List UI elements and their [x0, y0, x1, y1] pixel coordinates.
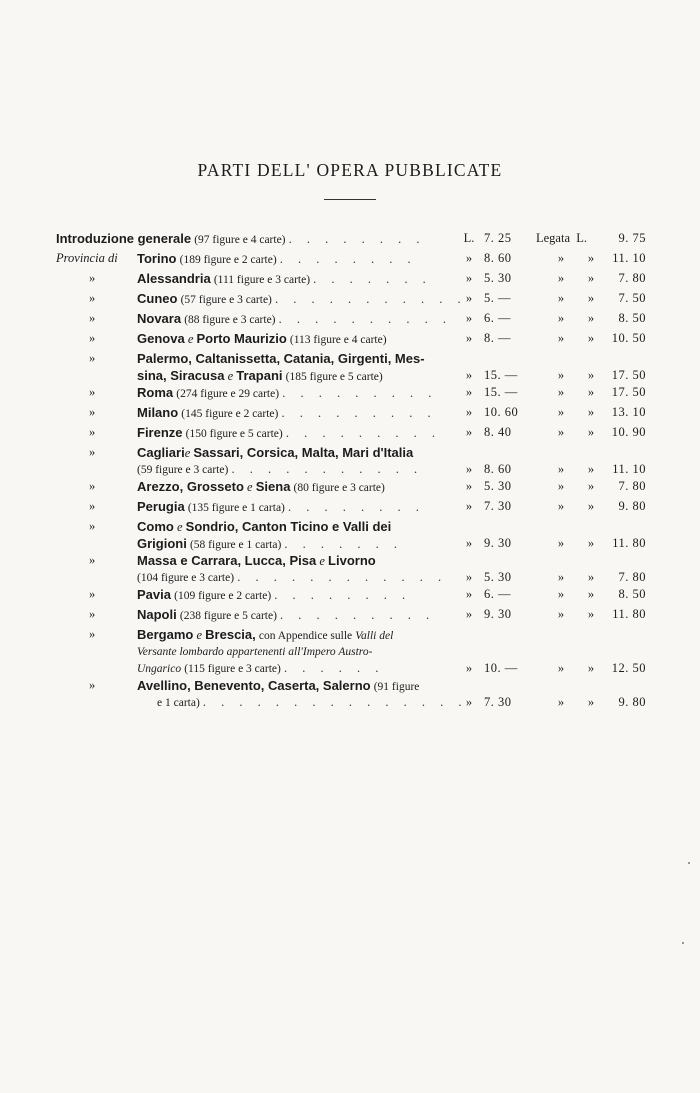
ditto-mark: » [557, 385, 565, 399]
entry-note: con Appendice sulle [258, 630, 353, 642]
entry-prefix: » [89, 587, 96, 601]
entry-desc: (113 figure e 4 carte) [289, 334, 387, 346]
legata-price: 7. 80 [618, 271, 646, 285]
ditto-mark: » [557, 368, 565, 382]
entry-desc: (111 figure e 3 carte) [213, 274, 311, 286]
entry-name: Genova [137, 331, 185, 346]
ditto-mark: » [587, 587, 595, 601]
list-item: Introduzione generale (97 figure e 4 carte) . . . . . . . . L. 7. 25 Legata L. 9. 75 [56, 231, 646, 246]
entry-name: Napoli [137, 607, 177, 622]
entry-prefix: » [89, 607, 96, 621]
price: 7. 25 [484, 231, 512, 245]
legata-price: 7. 80 [618, 570, 646, 584]
entry-prefix: » [89, 291, 96, 305]
conjunction: e [196, 628, 203, 642]
price: 8. 40 [484, 425, 512, 439]
ditto-mark: » [587, 368, 595, 382]
list-item: » Napoli (238 figure e 5 carte) . . . . . . . . . » 9. 30 » » 11. 80 [89, 607, 646, 622]
entry-name: Roma [137, 385, 174, 400]
ditto-mark: » [465, 661, 473, 675]
entry-desc: (97 figure e 4 carte) [194, 234, 286, 246]
ditto-mark: » [465, 251, 473, 265]
entry-desc: (150 figure e 5 carte) [185, 428, 283, 440]
conjunction: e [227, 369, 234, 383]
entry-name: Cuneo [137, 291, 178, 306]
entry-prefix: » [89, 627, 96, 641]
ditto-mark: » [557, 570, 565, 584]
ditto-mark: » [557, 331, 565, 345]
list-item: » Avellino, Benevento, Caserta, Salerno (91 figure e 1 carta) . . . . . . . . . . . . . . . » 7. 30 » » 9. 80 [89, 678, 646, 709]
entry-prefix: » [89, 271, 96, 285]
entry-name: Perugia [137, 499, 185, 514]
entry-prefix: » [89, 445, 96, 459]
price: 9. 30 [484, 536, 512, 550]
entry-name: Torino [137, 251, 177, 266]
ditto-mark: » [587, 661, 595, 675]
publication-list [0, 229, 700, 710]
ditto-mark: » [557, 311, 565, 325]
legata-price: 13. 10 [611, 405, 646, 419]
ditto-mark: » [465, 405, 473, 419]
entry-prefix: » [89, 351, 96, 365]
entry-desc: (80 figure e 3 carte) [293, 482, 385, 494]
legata-price: 9. 80 [618, 499, 646, 513]
entry-name: Firenze [137, 425, 183, 440]
entry-name: Livorno [328, 553, 376, 568]
entry-prefix: » [89, 479, 96, 493]
ditto-mark: » [587, 570, 595, 584]
ditto-mark: » [465, 695, 473, 709]
entry-desc: (135 figure e 1 carta) [187, 502, 285, 514]
list-item: » Cagliarie Sassari, Corsica, Malta, Mari d'Italia (59 figure e 3 carte) . . . . . . . . . . . » 8. 60 » » 11. 10 [89, 445, 646, 476]
entry-name: Arezzo, Grosseto [137, 479, 244, 494]
ditto-mark: » [465, 425, 473, 439]
entry-prefix: Provincia di [56, 251, 118, 265]
list-item: » Cuneo (57 figure e 3 carte) . . . . . . . . . . . » 5. — » » 7. 50 [89, 291, 646, 306]
legata-price: 11. 80 [612, 536, 646, 550]
entry-name: Siena [255, 479, 291, 494]
ditto-mark: » [557, 499, 565, 513]
entry-desc: e 1 carta) [157, 697, 200, 709]
entry-note: Ungarico [137, 663, 182, 675]
ditto-mark: » [557, 536, 565, 550]
price: 10. — [484, 661, 518, 675]
price: 5. 30 [484, 271, 512, 285]
entry-desc: (59 figure e 3 carte) [137, 464, 229, 476]
price: 10. 60 [484, 405, 519, 419]
ditto-mark: » [587, 251, 595, 265]
entry-name: Como [137, 519, 174, 534]
entry-name: Massa e Carrara, Lucca, Pisa [137, 553, 317, 568]
entry-desc: (91 figure [373, 681, 420, 693]
ditto-mark: » [465, 570, 473, 584]
ditto-mark: » [587, 536, 595, 550]
entry-desc: (189 figure e 2 carte) [179, 254, 277, 266]
price: 9. 30 [484, 607, 512, 621]
legata-price: 17. 50 [611, 385, 646, 399]
ditto-mark: » [557, 661, 565, 675]
legata-label: Legata L. [536, 231, 588, 245]
entry-prefix: » [89, 311, 96, 325]
price: 7. 30 [484, 499, 512, 513]
ditto-mark: » [465, 462, 473, 476]
list-item: » Como e Sondrio, Canton Ticino e Valli dei Grigioni (58 figure e 1 carta) . . . . . . . » 9. 30 » » 11. 80 [89, 519, 646, 551]
entry-desc: (145 figure e 2 carte) [181, 408, 279, 420]
legata-price: 11. 80 [612, 607, 646, 621]
entry-name: Introduzione generale [56, 231, 192, 246]
ditto-mark: » [465, 479, 473, 493]
entry-prefix: » [89, 499, 96, 513]
price: 5. 30 [484, 570, 512, 584]
legata-price: 12. 50 [611, 661, 646, 675]
ditto-mark: » [557, 479, 565, 493]
conjunction: e [319, 554, 325, 568]
list-item: » Milano (145 figure e 2 carte) . . . . . . . . . » 10. 60 » » 13. 10 [89, 405, 646, 420]
entry-desc: (238 figure e 5 carte) [179, 610, 277, 622]
ditto-mark: » [587, 271, 595, 285]
entry-prefix: » [89, 331, 96, 345]
list-item: » Roma (274 figure e 29 carte) . . . . . . . . . » 15. — » » 17. 50 [89, 385, 646, 400]
ditto-mark: » [557, 251, 565, 265]
list-item: » Massa e Carrara, Lucca, Pisa e Livorno (104 figure e 3 carte) . . . . . . . . . . . . » 5. 30 » » 7. 80 [89, 553, 646, 584]
list-item: » Firenze (150 figure e 5 carte) . . . . . . . . . » 8. 40 » » 10. 90 [89, 425, 646, 440]
entry-desc: (274 figure e 29 carte) [176, 388, 280, 400]
list-item: » Novara (88 figure e 3 carte) . . . . . . . . . . » 6. — » » 8. 50 [89, 311, 646, 326]
ditto-mark: » [557, 425, 565, 439]
entry-prefix: » [89, 519, 96, 533]
currency-mark: L. [463, 231, 475, 245]
entry-prefix: » [89, 678, 96, 692]
price: 6. — [484, 311, 511, 325]
ditto-mark: » [557, 462, 565, 476]
ditto-mark: » [587, 331, 595, 345]
entry-name: Milano [137, 405, 179, 420]
legata-price: 9. 80 [618, 695, 646, 709]
list-item: » Bergamo e Brescia, con Appendice sulle Valli del Versante lombardo appartenenti all'Impero Austro- Ungarico (115 figure e 3 carte) . . . . . . » 10. — » » 12. 50 [89, 627, 646, 675]
ditto-mark: » [465, 311, 473, 325]
entry-prefix: » [89, 425, 96, 439]
list-item: » Perugia (135 figure e 1 carta) . . . . . . . . » 7. 30 » » 9. 80 [89, 499, 646, 514]
legata-price: 7. 50 [618, 291, 646, 305]
ditto-mark: » [465, 607, 473, 621]
ditto-mark: » [587, 405, 595, 419]
list-item: » Alessandria (111 figure e 3 carte) . . . . . . . » 5. 30 » » 7. 80 [89, 271, 646, 286]
entry-name: Porto Maurizio [196, 331, 287, 346]
price: 5. — [484, 291, 511, 305]
list-item [0, 329, 700, 349]
legata-price: 17. 50 [611, 368, 646, 382]
entry-desc: (57 figure e 3 carte) [180, 294, 272, 306]
legata-price: 10. 90 [611, 425, 646, 439]
price: 15. — [484, 368, 518, 382]
ditto-mark: » [587, 462, 595, 476]
legata-price: 11. 10 [612, 462, 646, 476]
ditto-mark: » [557, 271, 565, 285]
entry-desc: (58 figure e 1 carta) [189, 539, 282, 551]
legata-price: 7. 80 [618, 479, 646, 493]
legata-price: 8. 50 [618, 587, 646, 601]
conjunction: e [176, 520, 183, 534]
entry-name: Cagliari [137, 445, 185, 460]
legata-price: 8. 50 [618, 311, 646, 325]
price: 7. 30 [484, 695, 512, 709]
legata-price: 9. 75 [618, 231, 646, 245]
list-item: Provincia di Torino (189 figure e 2 carte) . . . . . . . . » 8. 60 » » 11. 10 [56, 251, 646, 266]
entry-name: Trapani [236, 368, 283, 383]
price: 5. 30 [484, 479, 512, 493]
page-title: PARTI DELL' OPERA PUBBLICATE [197, 160, 503, 180]
ditto-mark: » [465, 331, 473, 345]
entry-desc: (88 figure e 3 carte) [184, 314, 276, 326]
conjunction: e [187, 332, 194, 346]
ditto-mark: » [587, 479, 595, 493]
ditto-mark: » [587, 499, 595, 513]
entry-note: Versante lombardo appartenenti all'Impero Austro- [137, 646, 373, 658]
paper-speck [688, 862, 690, 864]
list-item: » Pavia (109 figure e 2 carte) . . . . . . . . » 6. — » » 8. 50 [89, 587, 646, 602]
ditto-mark: » [587, 425, 595, 439]
entry-name: Grigioni [137, 536, 187, 551]
ditto-mark: » [465, 385, 473, 399]
price: 8. 60 [484, 462, 512, 476]
ditto-mark: » [587, 311, 595, 325]
conjunction: e [247, 480, 253, 494]
entry-note: Valli del [355, 630, 394, 642]
ditto-mark: » [465, 291, 473, 305]
paper-speck [682, 942, 684, 944]
entry-name: Bergamo [137, 627, 194, 642]
ditto-mark: » [587, 607, 595, 621]
entry-desc: (104 figure e 3 carte) [137, 572, 235, 584]
ditto-mark: » [587, 385, 595, 399]
entry-name: Novara [137, 311, 182, 326]
entry-name: Brescia, [205, 627, 256, 642]
price: 6. — [484, 587, 511, 601]
title-rule [324, 199, 376, 200]
ditto-mark: » [587, 291, 595, 305]
legata-price: 11. 10 [612, 251, 646, 265]
ditto-mark: » [465, 368, 473, 382]
entry-name: Alessandria [137, 271, 211, 286]
price: 8. 60 [484, 251, 512, 265]
ditto-mark: » [557, 695, 565, 709]
entry-name: Palermo, Caltanissetta, Catania, Girgenti, Mes- [137, 351, 425, 366]
entry-name: Sassari, Corsica, Malta, Mari d'Italia [193, 445, 414, 460]
entry-desc: (185 figure e 5 carte) [285, 371, 383, 383]
entry-name: Sondrio, Canton Ticino e Valli dei [185, 519, 392, 534]
ditto-mark: » [465, 536, 473, 550]
list-item [0, 349, 700, 383]
entry-name: Pavia [137, 587, 171, 602]
entry-prefix: » [89, 405, 96, 419]
ditto-mark: » [465, 587, 473, 601]
ditto-mark: » [557, 291, 565, 305]
ditto-mark: » [557, 587, 565, 601]
list-item [0, 477, 700, 497]
entry-name: Avellino, Benevento, Caserta, Salerno [137, 678, 371, 693]
ditto-mark: » [465, 499, 473, 513]
entry-name: sina, Siracusa [137, 368, 225, 383]
ditto-mark: » [587, 695, 595, 709]
conjunction: e [184, 446, 191, 460]
legata-price: 10. 50 [611, 331, 646, 345]
entry-prefix: » [89, 553, 96, 567]
entry-desc: (109 figure e 2 carte) [174, 590, 272, 602]
entry-prefix: » [89, 385, 96, 399]
ditto-mark: » [557, 607, 565, 621]
price: 15. — [484, 385, 518, 399]
ditto-mark: » [465, 271, 473, 285]
price: 8. — [484, 331, 511, 345]
entry-desc: (115 figure e 3 carte) [184, 663, 281, 675]
ditto-mark: » [557, 405, 565, 419]
